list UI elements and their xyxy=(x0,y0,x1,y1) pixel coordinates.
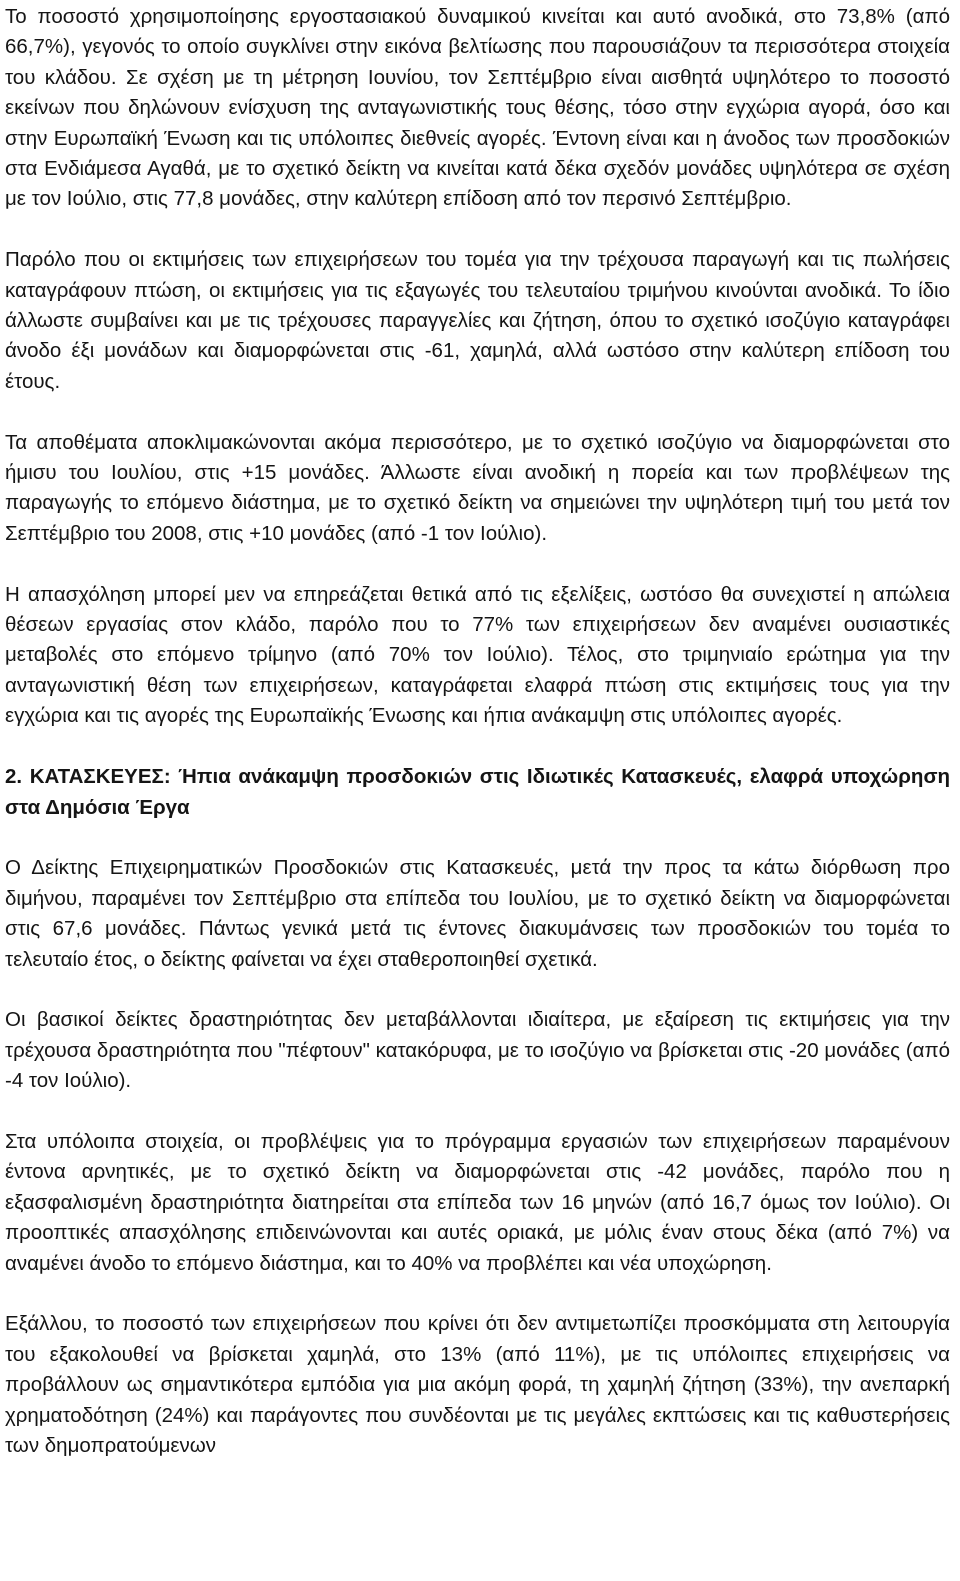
paragraph-construction-index: Ο Δείκτης Επιχειρηματικών Προσδοκιών στις Κατασκευές, μετά την προς τα κάτω διόρθωση προ διμήνου, παραμένει τον Σεπτέμβριο στα επίπεδα του Ιουλίου, με το σχετικό δείκτη να διαμορφώνεται στις 67,6 μονάδες. Πάντως γενικά μετά τις έντονες διακυμάνσεις των προσδοκιών του τομέα το τελευταίο έτος, ο δείκτης φαίνεται να έχει σταθεροποιηθεί σχετικά. xyxy=(5,856,950,971)
paragraph-capacity-utilisation: Το ποσοστό χρησιμοποίησης εργοστασιακού δυναμικού κινείται και αυτό ανοδικά, στο 73,8% (από 66,7%), γεγονός το οποίο συγκλίνει στην εικόνα βελτίωσης που παρουσιάζουν τα περισσότερα στοιχεία του κλάδου. Σε σχέση με τη μέτρηση Ιουνίου, τον Σεπτέμβριο είναι αισθητά υψηλότερο το ποσοστό εκείνων που δηλώνουν ενίσχυση της ανταγωνιστικής τους θέσης, τόσο στην εγχώρια αγορά, όσο και στην Ευρωπαϊκή Ένωση και τις υπόλοιπες διεθνείς αγορές. Έντονη είναι και η άνοδος των προσδοκιών στα Ενδιάμεσα Αγαθά, με το σχετικό δείκτη να κινείται κατά δέκα σχεδόν μονάδες υψηλότερα σε σχέση με τον Ιούλιο, στις 77,8 μονάδες, στην καλύτερη επίδοση από τον περσινό Σεπτέμβριο. xyxy=(5,5,950,211)
paragraph-employment: Η απασχόληση μπορεί μεν να επηρεάζεται θετικά από τις εξελίξεις, ωστόσο θα συνεχιστεί η απώλεια θέσεων εργασίας στον κλάδο, παρόλο που το 77% των επιχειρήσεων δεν αναμένει ουσιαστικές μεταβολές στο επόμενο τρίμηνο (από 70% τον Ιούλιο). Τέλος, στο τριμηνιαίο ερώτημα για την ανταγωνιστική θέση των επιχειρήσεων, καταγράφεται ελαφρά πτώση στις εκτιμήσεις τους για την εγχώρια και τις αγορές της Ευρωπαϊκής Ένωσης και ήπια ανάκαμψη στις υπόλοιπες αγορές. xyxy=(5,582,950,728)
paragraph-work-programme: Στα υπόλοιπα στοιχεία, οι προβλέψεις για το πρόγραμμα εργασιών των επιχειρήσεων παραμένουν έντονα αρνητικές, με το σχετικό δείκτη να διαμορφώνεται στις -42 μονάδες, παρόλο που η εξασφαλισμένη δραστηριότητα διατηρείται στα επίπεδα των 16 μηνών (από 16,7 όμως τον Ιούλιο). Οι προοπτικές απασχόλησης επιδεινώνονται και αυτές οριακά, με μόλις έναν στους δέκα (από 7%) να αναμένει άνοδο το επόμενο διάστημα, και το 40% να προβλέπει και νέα υποχώρηση. xyxy=(5,1129,950,1275)
paragraph-inventories: Τα αποθέματα αποκλιμακώνονται ακόμα περισσότερο, με το σχετικό ισοζύγιο να διαμορφώνεται στο ήμισυ του Ιουλίου, στις +15 μονάδες. Άλλωστε είναι ανοδική η πορεία και των προβλέψεων της παραγωγής το επόμενο διάστημα, με το σχετικό δείκτη να σημειώνει την υψηλότερη τιμή του μετά τον Σεπτέμβριο του 2008, στις +10 μονάδες (από -1 τον Ιούλιο). xyxy=(5,430,950,545)
document-page xyxy=(5,2,950,1492)
section-heading-construction: 2. ΚΑΤΑΣΚΕΥΕΣ: Ήπια ανάκαμψη προσδοκιών στις Ιδιωτικές Κατασκευές, ελαφρά υποχώρηση στα Δημόσια Έργα xyxy=(5,765,950,819)
paragraph-activity-indicators: Οι βασικοί δείκτες δραστηριότητας δεν μεταβάλλονται ιδιαίτερα, με εξαίρεση τις εκτιμήσεις για την τρέχουσα δραστηριότητα που "πέφτουν" κατακόρυφα, με το ισοζύγιο να βρίσκεται στις -20 μονάδες (από -4 τον Ιούλιο). xyxy=(5,1008,950,1093)
paragraph-obstacles: Εξάλλου, το ποσοστό των επιχειρήσεων που κρίνει ότι δεν αντιμετωπίζει προσκόμματα στη λειτουργία του εξακολουθεί να βρίσκεται χαμηλά, στο 13% (από 11%), με τις υπόλοιπες επιχειρήσεις να προβάλλουν ως σημαντικότερα εμπόδια για μια ακόμη φορά, τη χαμηλή ζήτηση (33%), την ανεπαρκή χρηματοδότηση (24%) και παράγοντες που συνδέονται με τις μεγάλες εκπτώσεις και τις καθυστερήσεις των δημοπρατούμενων xyxy=(5,1312,950,1457)
paragraph-production-estimates: Παρόλο που οι εκτιμήσεις των επιχειρήσεων του τομέα για την τρέχουσα παραγωγή και τις πωλήσεις καταγράφουν πτώση, οι εκτιμήσεις για τις εξαγωγές του τελευταίου τριμήνου κινούνται ανοδικά. Το ίδιο άλλωστε συμβαίνει και με τις τρέχουσες παραγγελίες και ζήτηση, όπου το σχετικό ισοζύγιο καταγράφει άνοδο έξι μονάδων και διαμορφώνεται στις -61, χαμηλά, αλλά ωστόσο στην καλύτερη επίδοση του έτους. xyxy=(5,248,950,393)
